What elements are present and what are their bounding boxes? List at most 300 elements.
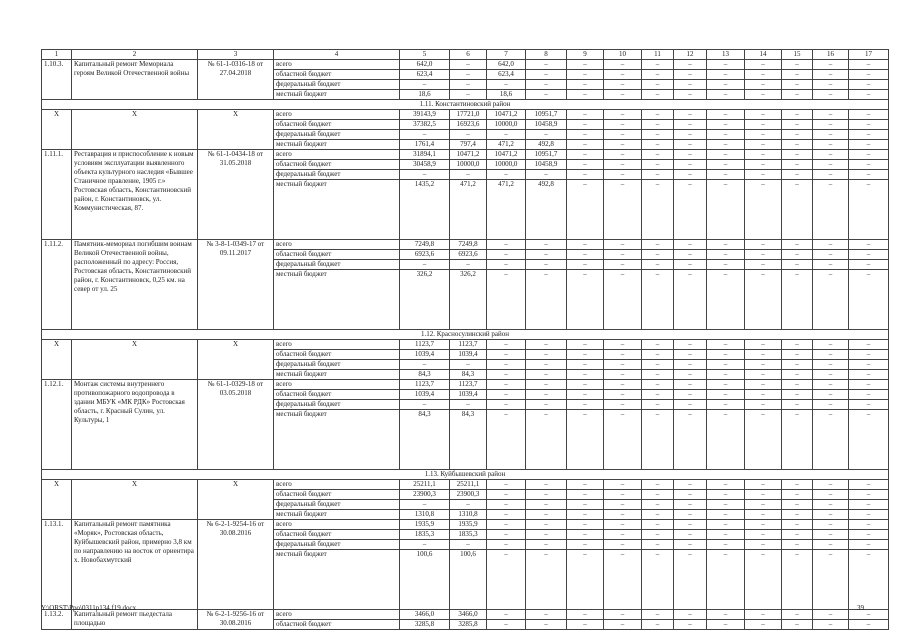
- table-cell: –: [707, 540, 745, 550]
- table-cell: –: [782, 490, 813, 500]
- table-cell: –: [745, 60, 782, 70]
- table-cell: –: [567, 620, 604, 630]
- table-cell: 25211,1: [450, 480, 487, 490]
- table-cell: –: [487, 250, 526, 260]
- table-cell: –: [813, 540, 849, 550]
- table-cell: –: [400, 130, 450, 140]
- column-number: 17: [849, 50, 889, 60]
- table-cell: –: [707, 170, 745, 180]
- table-cell: 492,8: [526, 180, 567, 240]
- table-cell: 797,4: [450, 140, 487, 150]
- table-cell: –: [813, 490, 849, 500]
- table-cell: –: [567, 520, 604, 530]
- table-cell: –: [526, 80, 567, 90]
- table-cell: местный бюджет: [274, 370, 400, 380]
- table-cell: –: [745, 410, 782, 470]
- table-cell: областной бюджет: [274, 620, 400, 630]
- table-cell: 1039,4: [400, 390, 450, 400]
- table-cell: –: [745, 360, 782, 370]
- table-cell: № 6-2-1-9254-16 от 30.08.2016: [198, 520, 274, 610]
- table-cell: –: [813, 180, 849, 240]
- table-cell: –: [849, 350, 889, 360]
- table-cell: –: [745, 90, 782, 100]
- table-cell: 1123,7: [450, 340, 487, 350]
- table-cell: –: [604, 550, 642, 610]
- table-cell: –: [400, 360, 450, 370]
- table-cell: –: [567, 490, 604, 500]
- table-cell: 492,8: [526, 140, 567, 150]
- table-cell: 1039,4: [450, 350, 487, 360]
- table-cell: –: [526, 380, 567, 390]
- table-cell: –: [745, 160, 782, 170]
- table-cell: 326,2: [400, 270, 450, 330]
- column-number: 5: [400, 50, 450, 60]
- table-cell: –: [707, 130, 745, 140]
- table-cell: –: [450, 60, 487, 70]
- table-cell: –: [642, 140, 674, 150]
- table-cell: –: [782, 530, 813, 540]
- table-cell: –: [526, 170, 567, 180]
- table-cell: –: [782, 480, 813, 490]
- table-cell: Монтаж системы внутреннего противопожарного водопровода в здании МБУК «МК РДК» Ростовская область, г. Красный Сулин, ул. Культуры, 1: [72, 380, 198, 470]
- table-cell: –: [642, 350, 674, 360]
- section-title: 1.12. Красносулинский район: [42, 330, 889, 340]
- table-cell: –: [674, 370, 707, 380]
- table-cell: 1761,4: [400, 140, 450, 150]
- table-cell: местный бюджет: [274, 510, 400, 520]
- table-cell: областной бюджет: [274, 530, 400, 540]
- table-cell: 1123,7: [400, 340, 450, 350]
- table-cell: –: [674, 170, 707, 180]
- table-cell: –: [813, 610, 849, 620]
- table-cell: –: [526, 340, 567, 350]
- table-cell: –: [400, 400, 450, 410]
- table-cell: –: [745, 620, 782, 630]
- table-cell: 31894,1: [400, 150, 450, 160]
- table-cell: –: [567, 140, 604, 150]
- table-cell: –: [642, 550, 674, 610]
- table-cell: –: [642, 480, 674, 490]
- table-cell: –: [782, 180, 813, 240]
- table-cell: –: [604, 90, 642, 100]
- table-cell: –: [674, 550, 707, 610]
- table-cell: 10471,2: [487, 110, 526, 120]
- table-cell: –: [782, 240, 813, 250]
- table-cell: 1039,4: [400, 350, 450, 360]
- table-cell: 623,4: [400, 70, 450, 80]
- table-cell: –: [674, 90, 707, 100]
- table-cell: –: [604, 270, 642, 330]
- table-cell: –: [745, 610, 782, 620]
- header-row: [42, 50, 889, 60]
- table-cell: 100,6: [400, 550, 450, 610]
- table-cell: –: [487, 350, 526, 360]
- table-cell: –: [487, 540, 526, 550]
- table-cell: –: [782, 520, 813, 530]
- table-row: [42, 60, 889, 70]
- table-cell: –: [813, 260, 849, 270]
- table-cell: –: [604, 160, 642, 170]
- table-cell: –: [674, 410, 707, 470]
- table-cell: –: [782, 110, 813, 120]
- table-cell: –: [526, 130, 567, 140]
- table-cell: –: [526, 610, 567, 620]
- table-cell: федеральный бюджет: [274, 540, 400, 550]
- table-cell: –: [849, 70, 889, 80]
- table-cell: –: [526, 70, 567, 80]
- table-row: [42, 110, 889, 120]
- table-cell: –: [642, 410, 674, 470]
- table-cell: –: [642, 390, 674, 400]
- table-cell: –: [782, 60, 813, 70]
- table-cell: –: [450, 260, 487, 270]
- table-cell: –: [849, 360, 889, 370]
- table-cell: –: [450, 90, 487, 100]
- table-cell: 3285,8: [450, 620, 487, 630]
- table-cell: –: [813, 150, 849, 160]
- table-cell: 1123,7: [400, 380, 450, 390]
- table-cell: –: [642, 70, 674, 80]
- table-cell: –: [707, 90, 745, 100]
- column-number: 10: [604, 50, 642, 60]
- table-cell: –: [745, 270, 782, 330]
- table-cell: областной бюджет: [274, 160, 400, 170]
- table-cell: 1.10.3.: [42, 60, 72, 100]
- table-cell: –: [707, 140, 745, 150]
- table-cell: –: [400, 260, 450, 270]
- table-row: [42, 520, 889, 530]
- table-cell: –: [674, 120, 707, 130]
- table-cell: –: [674, 340, 707, 350]
- table-cell: 84,3: [400, 370, 450, 380]
- table-cell: –: [849, 380, 889, 390]
- table-cell: –: [604, 410, 642, 470]
- table-cell: всего: [274, 240, 400, 250]
- table-cell: –: [487, 520, 526, 530]
- table-cell: –: [745, 170, 782, 180]
- table-cell: –: [567, 270, 604, 330]
- table-cell: –: [707, 270, 745, 330]
- table-cell: 17721,0: [450, 110, 487, 120]
- table-cell: –: [707, 340, 745, 350]
- table-cell: –: [642, 80, 674, 90]
- table-cell: –: [604, 540, 642, 550]
- table-cell: –: [450, 70, 487, 80]
- table-cell: –: [567, 110, 604, 120]
- table-cell: –: [487, 130, 526, 140]
- table-cell: –: [707, 180, 745, 240]
- table-cell: № 3-8-1-0349-17 от 09.11.2017: [198, 240, 274, 330]
- table-cell: –: [849, 90, 889, 100]
- table-cell: 1310,8: [400, 510, 450, 520]
- table-cell: –: [813, 390, 849, 400]
- table-cell: 7249,8: [400, 240, 450, 250]
- table-cell: 100,6: [450, 550, 487, 610]
- table-cell: местный бюджет: [274, 140, 400, 150]
- table-cell: –: [745, 150, 782, 160]
- table-cell: –: [642, 370, 674, 380]
- table-cell: –: [604, 370, 642, 380]
- table-cell: –: [707, 380, 745, 390]
- table-cell: –: [849, 250, 889, 260]
- table-cell: –: [526, 400, 567, 410]
- table-cell: –: [526, 410, 567, 470]
- table-cell: 10458,9: [526, 160, 567, 170]
- table-cell: –: [813, 410, 849, 470]
- table-cell: –: [674, 60, 707, 70]
- table-cell: Капитальный ремонт памятника «Моряк», Ростовская область, Куйбышевский район, примерно 3,8 км по направлению на восток от ориентира х. Новобахмутский: [72, 520, 198, 610]
- table-cell: –: [707, 250, 745, 260]
- table-cell: –: [813, 130, 849, 140]
- table-cell: –: [567, 480, 604, 490]
- table-cell: –: [487, 610, 526, 620]
- table-cell: –: [745, 510, 782, 520]
- table-cell: –: [642, 380, 674, 390]
- table-cell: –: [745, 340, 782, 350]
- table-cell: –: [707, 370, 745, 380]
- table-cell: –: [707, 550, 745, 610]
- table-cell: –: [782, 90, 813, 100]
- table-cell: –: [604, 480, 642, 490]
- table-cell: –: [450, 80, 487, 90]
- table-cell: –: [526, 390, 567, 400]
- table-cell: Х: [72, 110, 198, 150]
- table-cell: 3466,0: [400, 610, 450, 620]
- table-cell: –: [642, 510, 674, 520]
- table-cell: –: [642, 260, 674, 270]
- table-cell: 10000,0: [487, 120, 526, 130]
- table-cell: –: [526, 60, 567, 70]
- table-cell: –: [526, 550, 567, 610]
- table-cell: –: [567, 610, 604, 620]
- table-cell: 23900,3: [400, 490, 450, 500]
- table-cell: –: [849, 340, 889, 350]
- column-number: 16: [813, 50, 849, 60]
- table-cell: –: [674, 130, 707, 140]
- table-cell: –: [642, 360, 674, 370]
- table-cell: –: [707, 240, 745, 250]
- table-cell: –: [849, 540, 889, 550]
- table-cell: –: [813, 500, 849, 510]
- table-cell: –: [745, 240, 782, 250]
- table-cell: –: [674, 390, 707, 400]
- table-cell: –: [849, 520, 889, 530]
- table-cell: –: [567, 540, 604, 550]
- table-cell: –: [674, 610, 707, 620]
- table-cell: –: [813, 250, 849, 260]
- table-cell: –: [707, 160, 745, 170]
- table-cell: –: [642, 490, 674, 500]
- table-cell: –: [707, 620, 745, 630]
- table-cell: всего: [274, 520, 400, 530]
- table-row: [42, 340, 889, 350]
- table-cell: –: [674, 160, 707, 170]
- table-cell: –: [849, 480, 889, 490]
- column-number: 8: [526, 50, 567, 60]
- table-cell: –: [849, 140, 889, 150]
- table-cell: Реставрация и приспособление к новым условиям эксплуатации выявленного объекта культурного наследия «Бывшее Станичное правление, 1905 г.» Ростовская область, Константиновский район, г. Константиновск, ул. Коммунистическая, 87.: [72, 150, 198, 240]
- table-cell: –: [849, 490, 889, 500]
- table-cell: –: [813, 360, 849, 370]
- table-cell: –: [567, 500, 604, 510]
- table-cell: –: [567, 70, 604, 80]
- column-number: 6: [450, 50, 487, 60]
- table-cell: –: [450, 500, 487, 510]
- table-cell: 37382,5: [400, 120, 450, 130]
- table-cell: –: [567, 170, 604, 180]
- table-cell: –: [604, 350, 642, 360]
- table-cell: 1935,9: [450, 520, 487, 530]
- table-cell: –: [782, 340, 813, 350]
- table-cell: –: [849, 120, 889, 130]
- table-cell: 1310,8: [450, 510, 487, 520]
- table-cell: –: [707, 120, 745, 130]
- table-cell: –: [604, 340, 642, 350]
- table-cell: –: [567, 400, 604, 410]
- table-cell: –: [642, 160, 674, 170]
- table-cell: –: [487, 500, 526, 510]
- table-cell: –: [674, 110, 707, 120]
- table-cell: –: [604, 500, 642, 510]
- table-cell: –: [487, 380, 526, 390]
- table-cell: –: [674, 490, 707, 500]
- table-cell: –: [782, 390, 813, 400]
- table-cell: –: [604, 120, 642, 130]
- column-number: 7: [487, 50, 526, 60]
- table-cell: –: [782, 360, 813, 370]
- table-cell: –: [707, 80, 745, 90]
- table-cell: –: [674, 270, 707, 330]
- table-cell: –: [567, 350, 604, 360]
- table-cell: –: [707, 400, 745, 410]
- table-cell: –: [604, 240, 642, 250]
- table-cell: –: [745, 400, 782, 410]
- table-cell: –: [813, 110, 849, 120]
- table-cell: –: [450, 360, 487, 370]
- table-cell: –: [745, 80, 782, 90]
- table-cell: –: [642, 180, 674, 240]
- table-cell: –: [813, 510, 849, 520]
- table-cell: –: [674, 540, 707, 550]
- table-cell: –: [642, 110, 674, 120]
- table-cell: местный бюджет: [274, 410, 400, 470]
- table-cell: –: [849, 370, 889, 380]
- table-cell: –: [604, 170, 642, 180]
- table-cell: –: [642, 540, 674, 550]
- table-cell: –: [567, 150, 604, 160]
- table-cell: –: [707, 110, 745, 120]
- table-cell: 84,3: [450, 370, 487, 380]
- table-cell: –: [707, 520, 745, 530]
- table-cell: –: [567, 240, 604, 250]
- table-cell: –: [813, 140, 849, 150]
- table-cell: –: [526, 90, 567, 100]
- table-cell: –: [674, 240, 707, 250]
- table-cell: –: [782, 270, 813, 330]
- table-cell: –: [604, 520, 642, 530]
- column-number: 14: [745, 50, 782, 60]
- table-cell: всего: [274, 150, 400, 160]
- table-cell: –: [674, 260, 707, 270]
- table-cell: –: [674, 500, 707, 510]
- table-cell: –: [745, 260, 782, 270]
- table-row: [42, 150, 889, 160]
- table-cell: –: [813, 270, 849, 330]
- table-cell: 1.11.2.: [42, 240, 72, 330]
- table-cell: –: [849, 240, 889, 250]
- column-number: 1: [42, 50, 72, 60]
- table-row: [42, 610, 889, 620]
- table-cell: –: [642, 120, 674, 130]
- table-cell: –: [487, 550, 526, 610]
- table-cell: –: [487, 530, 526, 540]
- table-cell: –: [567, 120, 604, 130]
- table-cell: –: [745, 490, 782, 500]
- table-cell: –: [604, 490, 642, 500]
- table-cell: 18,6: [487, 90, 526, 100]
- table-cell: Х: [72, 340, 198, 380]
- table-cell: 84,3: [450, 410, 487, 470]
- table-cell: местный бюджет: [274, 550, 400, 610]
- table-cell: –: [782, 610, 813, 620]
- column-number: 15: [782, 50, 813, 60]
- table-cell: –: [782, 130, 813, 140]
- table-cell: –: [849, 170, 889, 180]
- table-cell: 471,2: [487, 140, 526, 150]
- table-cell: –: [782, 70, 813, 80]
- table-cell: –: [604, 380, 642, 390]
- table-cell: 1.11.1.: [42, 150, 72, 240]
- table-cell: 18,6: [400, 90, 450, 100]
- table-cell: –: [487, 340, 526, 350]
- table-cell: 1039,4: [450, 390, 487, 400]
- table-cell: 1835,3: [450, 530, 487, 540]
- table-cell: –: [487, 270, 526, 330]
- table-cell: –: [400, 500, 450, 510]
- table-cell: –: [642, 620, 674, 630]
- table-cell: –: [642, 530, 674, 540]
- table-cell: областной бюджет: [274, 250, 400, 260]
- table-cell: федеральный бюджет: [274, 80, 400, 90]
- table-cell: местный бюджет: [274, 90, 400, 100]
- table-cell: –: [604, 150, 642, 160]
- table-cell: –: [782, 380, 813, 390]
- table-cell: –: [567, 380, 604, 390]
- table-cell: –: [526, 530, 567, 540]
- table-cell: –: [849, 130, 889, 140]
- table-cell: –: [849, 620, 889, 630]
- table-cell: –: [642, 240, 674, 250]
- table-cell: –: [813, 80, 849, 90]
- table-cell: –: [604, 80, 642, 90]
- table-cell: –: [567, 180, 604, 240]
- section-row: [42, 470, 889, 480]
- table-cell: –: [642, 500, 674, 510]
- table-cell: –: [526, 240, 567, 250]
- table-cell: –: [813, 70, 849, 80]
- table-cell: –: [707, 70, 745, 80]
- table-cell: 39143,9: [400, 110, 450, 120]
- table-cell: –: [400, 540, 450, 550]
- table-cell: –: [450, 130, 487, 140]
- table-cell: –: [526, 370, 567, 380]
- table-cell: –: [782, 140, 813, 150]
- table-cell: –: [782, 160, 813, 170]
- table-cell: Капитальный ремонт Мемориала героям Великой Отечественной войны: [72, 60, 198, 100]
- table-cell: Х: [72, 480, 198, 520]
- column-number: 2: [72, 50, 198, 60]
- table-cell: –: [782, 80, 813, 90]
